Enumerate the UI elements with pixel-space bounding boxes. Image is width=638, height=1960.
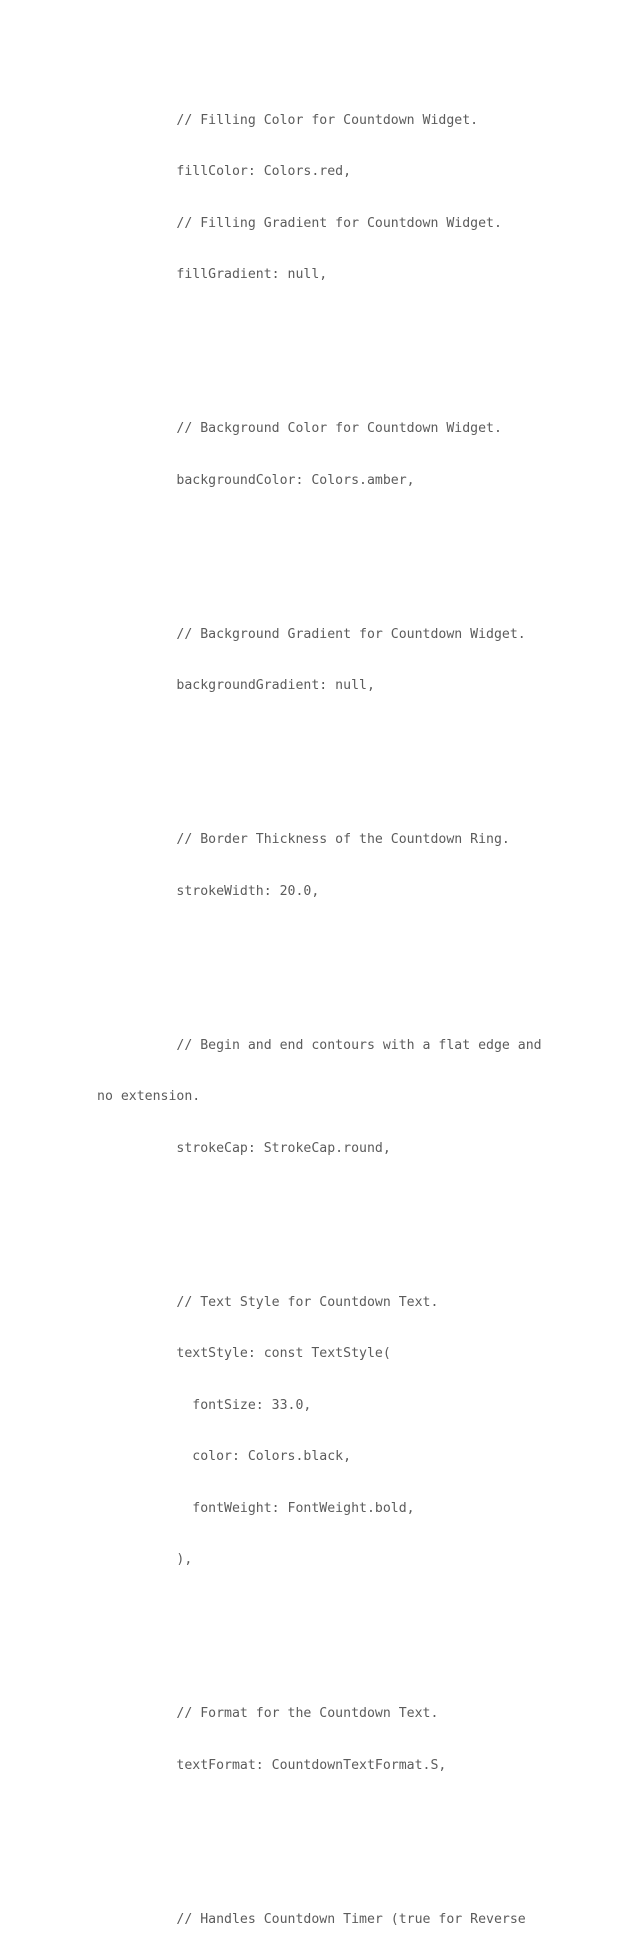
blank-line [97,1189,577,1210]
code-line: backgroundGradient: null, [97,678,375,694]
code-block [97,80,577,1960]
code-line: // Text Style for Countdown Text. [97,1294,439,1310]
blank-line [97,1241,577,1262]
code-line: fontSize: 33.0, [97,1397,312,1413]
code-line: // Handles Countdown Timer (true for Reverse [97,1911,526,1927]
blank-line [97,1652,577,1673]
code-line: strokeWidth: 20.0, [97,883,320,899]
blank-line [97,778,577,799]
code-line: // Format for the Countdown Text. [97,1706,439,1722]
code-line: // Background Gradient for Countdown Widget. [97,626,526,642]
blank-line [97,1806,577,1827]
code-line: color: Colors.black, [97,1449,352,1465]
code-line: strokeCap: StrokeCap.round, [97,1140,391,1156]
blank-line [97,1857,577,1878]
blank-line [97,727,577,748]
code-line: no extension. [97,1089,201,1105]
code-line: fontWeight: FontWeight.bold, [97,1500,415,1516]
blank-line [97,521,577,542]
code-line: textFormat: CountdownTextFormat.S, [97,1757,447,1773]
blank-line [97,932,577,953]
code-line: backgroundColor: Colors.amber, [97,472,415,488]
code-line: fillColor: Colors.red, [97,164,352,180]
code-line: // Filling Color for Countdown Widget. [97,113,479,128]
blank-line [97,573,577,594]
code-line: textStyle: const TextStyle( [97,1346,391,1362]
code-line: ), [97,1551,193,1567]
code-line: fillGradient: null, [97,267,328,283]
code-line: // Border Thickness of the Countdown Ring. [97,832,510,848]
blank-line [97,316,577,337]
blank-line [97,367,577,388]
code-line: // Filling Gradient for Countdown Widget. [97,215,502,231]
blank-line [97,984,577,1005]
code-line: // Background Color for Countdown Widget. [97,421,502,437]
blank-line [97,1600,577,1621]
code-line: // Begin and end contours with a flat edge and [97,1038,542,1054]
